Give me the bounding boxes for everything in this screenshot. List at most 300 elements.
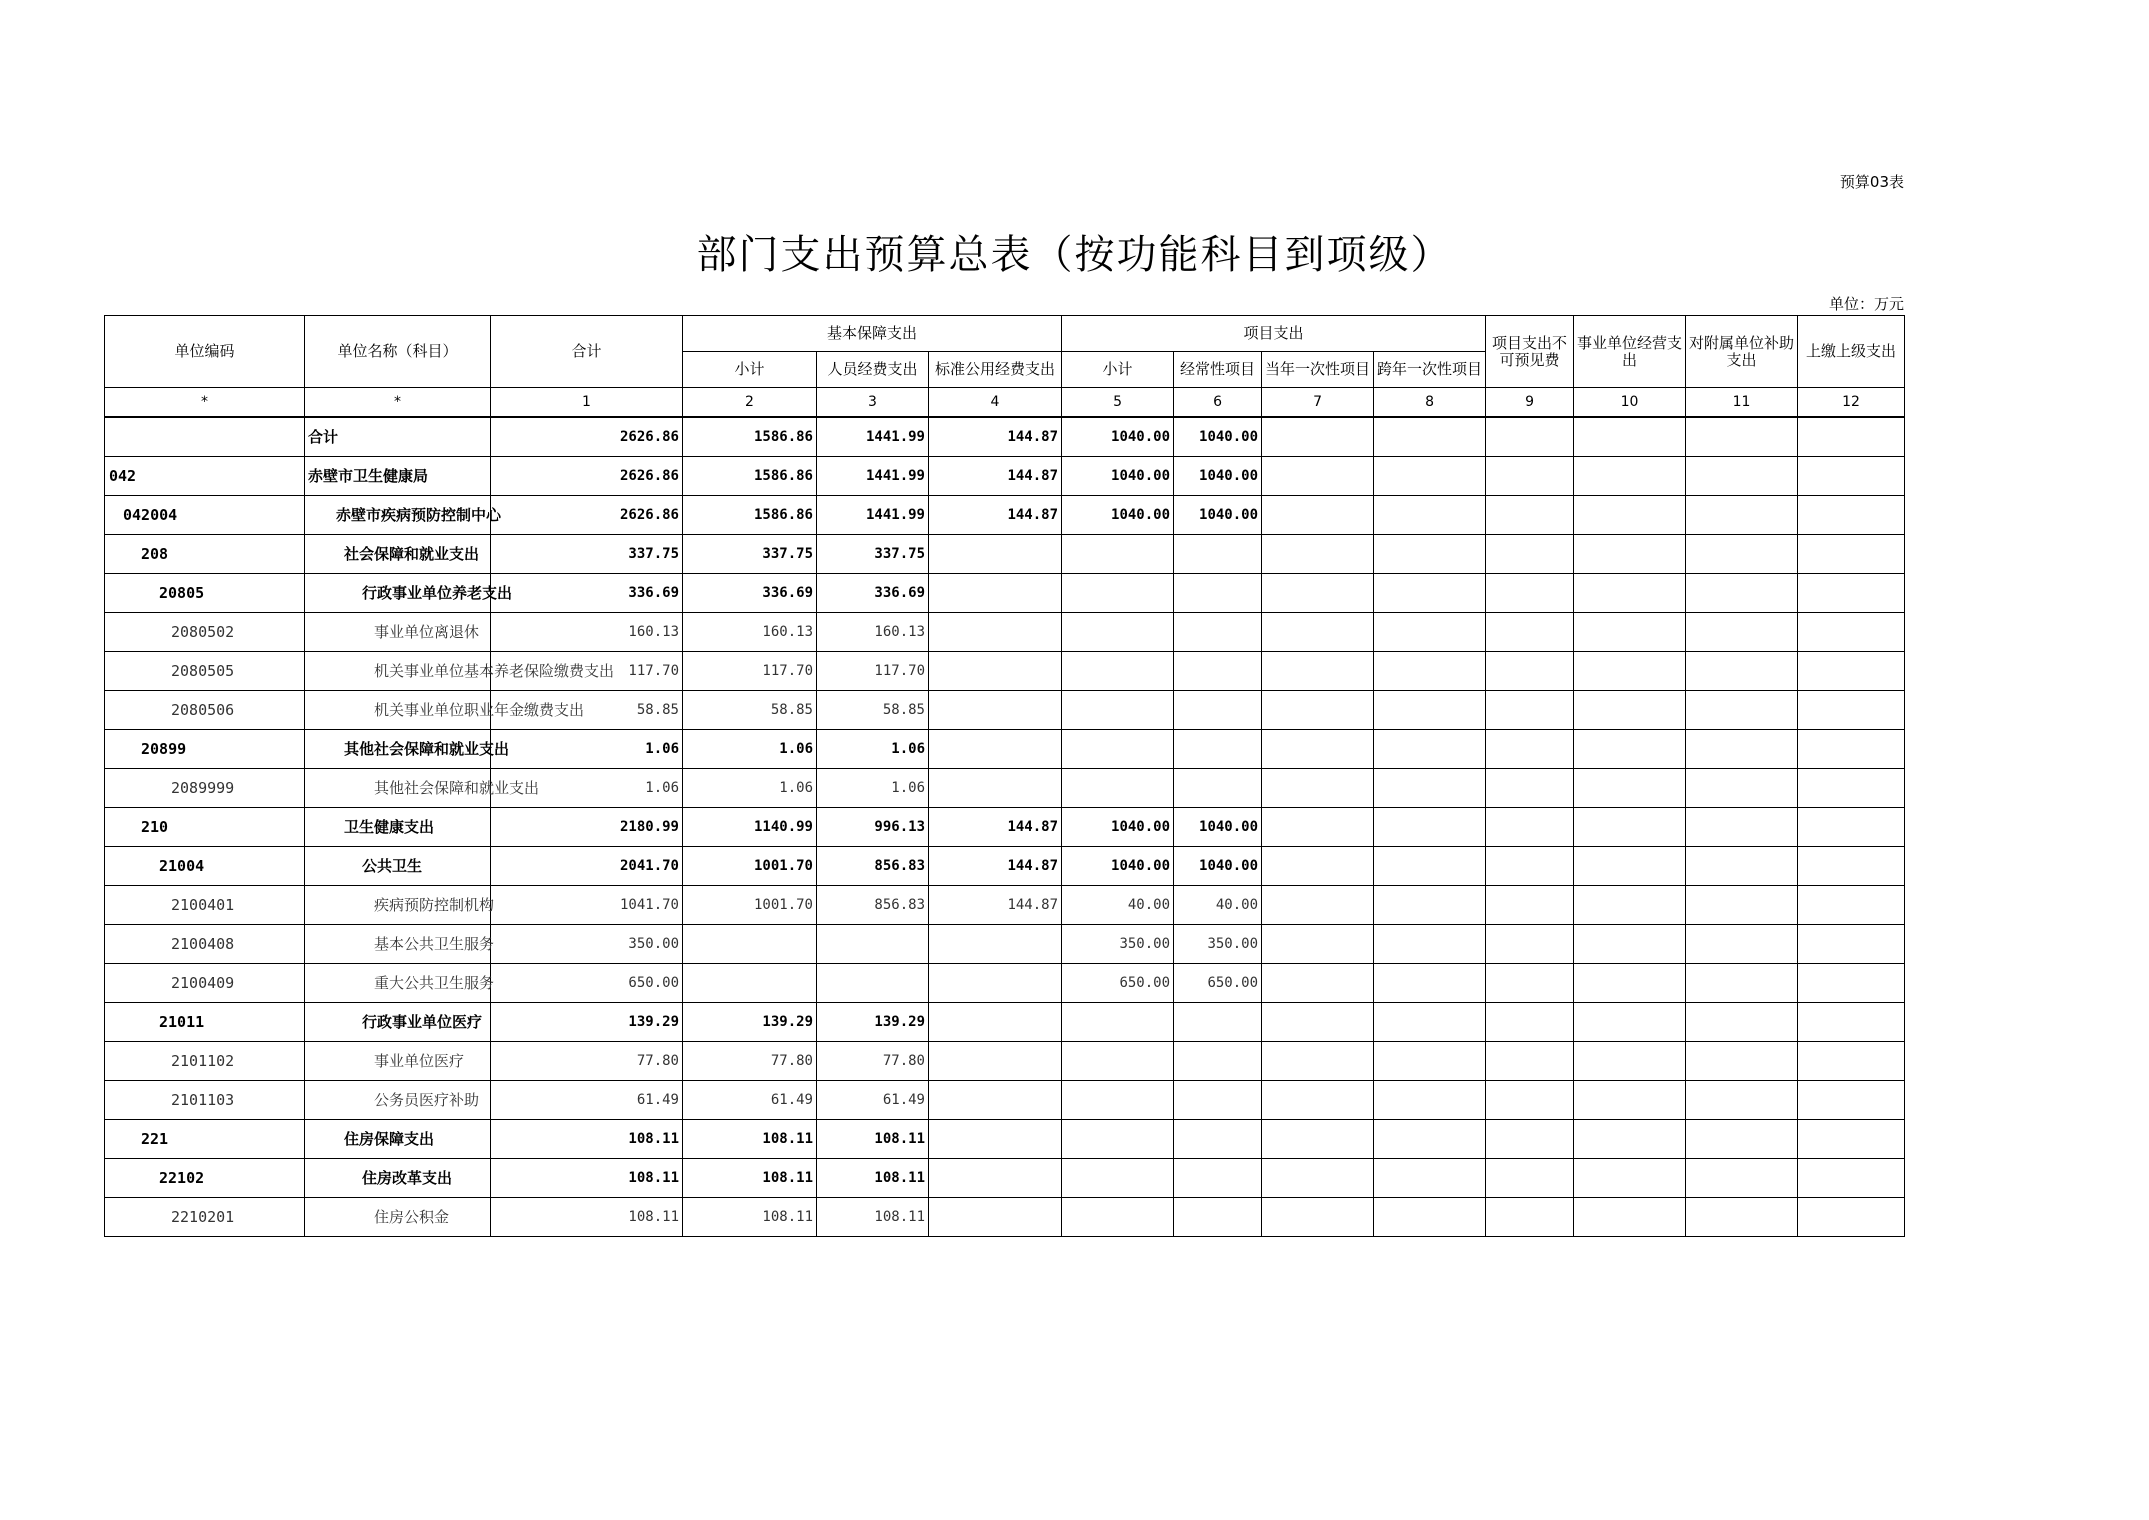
- header-basic-public: 标准公用经费支出: [929, 352, 1062, 388]
- basic-sub-cell: 139.29: [683, 1003, 817, 1042]
- project-sub-cell: 650.00: [1062, 964, 1174, 1003]
- operating-cell: [1574, 535, 1686, 574]
- project-multi-cell: [1374, 574, 1486, 613]
- header-name: 单位名称（科目）: [305, 316, 491, 388]
- operating-cell: [1574, 1042, 1686, 1081]
- basic-public-cell: 144.87: [929, 847, 1062, 886]
- basic-sub-cell: 160.13: [683, 613, 817, 652]
- basic-personnel-cell: 336.69: [817, 574, 929, 613]
- table-row: [105, 1003, 1905, 1042]
- project-multi-cell: [1374, 925, 1486, 964]
- project-multi-cell: [1374, 847, 1486, 886]
- upper-cell: [1798, 535, 1905, 574]
- total-cell: 1041.70: [491, 886, 683, 925]
- operating-cell: [1574, 1081, 1686, 1120]
- index-cell: 6: [1174, 388, 1262, 418]
- header-project-recurrent: 经常性项目: [1174, 352, 1262, 388]
- basic-sub-cell: 77.80: [683, 1042, 817, 1081]
- basic-sub-cell: 1586.86: [683, 496, 817, 535]
- total-cell: 1.06: [491, 730, 683, 769]
- basic-sub-cell: 1586.86: [683, 417, 817, 457]
- basic-personnel-cell: 996.13: [817, 808, 929, 847]
- code-cell: 2080506: [105, 691, 305, 730]
- table-row: [105, 574, 1905, 613]
- total-cell: 58.85: [491, 691, 683, 730]
- subsidy-cell: [1686, 847, 1798, 886]
- header-project-once-multi: 跨年一次性项目: [1374, 352, 1486, 388]
- table-row: [105, 925, 1905, 964]
- project-once-cell: [1262, 652, 1374, 691]
- unforeseen-cell: [1486, 574, 1574, 613]
- upper-cell: [1798, 1003, 1905, 1042]
- basic-public-cell: [929, 769, 1062, 808]
- basic-personnel-cell: 1441.99: [817, 457, 929, 496]
- basic-sub-cell: 108.11: [683, 1159, 817, 1198]
- upper-cell: [1798, 847, 1905, 886]
- project-multi-cell: [1374, 457, 1486, 496]
- index-row: [105, 388, 1905, 418]
- project-once-cell: [1262, 886, 1374, 925]
- basic-sub-cell: [683, 964, 817, 1003]
- name-cell: 住房公积金: [305, 1198, 491, 1237]
- table-row: [105, 457, 1905, 496]
- unforeseen-cell: [1486, 808, 1574, 847]
- total-cell: 160.13: [491, 613, 683, 652]
- operating-cell: [1574, 417, 1686, 457]
- basic-personnel-cell: 108.11: [817, 1159, 929, 1198]
- basic-sub-cell: 1.06: [683, 730, 817, 769]
- project-recurrent-cell: [1174, 574, 1262, 613]
- table-row: [105, 652, 1905, 691]
- operating-cell: [1574, 613, 1686, 652]
- upper-cell: [1798, 457, 1905, 496]
- subsidy-cell: [1686, 769, 1798, 808]
- table-row: [105, 808, 1905, 847]
- operating-cell: [1574, 886, 1686, 925]
- table-row: [105, 1198, 1905, 1237]
- basic-sub-cell: 1586.86: [683, 457, 817, 496]
- project-once-cell: [1262, 1120, 1374, 1159]
- project-recurrent-cell: [1174, 652, 1262, 691]
- operating-cell: [1574, 1003, 1686, 1042]
- basic-personnel-cell: 58.85: [817, 691, 929, 730]
- index-cell: *: [105, 388, 305, 418]
- name-cell: 基本公共卫生服务: [305, 925, 491, 964]
- code-cell: 2210201: [105, 1198, 305, 1237]
- basic-personnel-cell: 108.11: [817, 1120, 929, 1159]
- unforeseen-cell: [1486, 1120, 1574, 1159]
- code-cell: 042: [105, 457, 305, 496]
- project-sub-cell: [1062, 652, 1174, 691]
- unforeseen-cell: [1486, 691, 1574, 730]
- name-cell: 公共卫生: [305, 847, 491, 886]
- unforeseen-cell: [1486, 964, 1574, 1003]
- basic-public-cell: [929, 613, 1062, 652]
- basic-personnel-cell: 856.83: [817, 886, 929, 925]
- table-row: [105, 1081, 1905, 1120]
- name-cell: 住房改革支出: [305, 1159, 491, 1198]
- project-once-cell: [1262, 964, 1374, 1003]
- table-row: [105, 769, 1905, 808]
- project-recurrent-cell: 1040.00: [1174, 457, 1262, 496]
- code-cell: 20899: [105, 730, 305, 769]
- project-recurrent-cell: 1040.00: [1174, 496, 1262, 535]
- name-cell: 合计: [305, 417, 491, 457]
- upper-cell: [1798, 730, 1905, 769]
- subsidy-cell: [1686, 691, 1798, 730]
- subsidy-cell: [1686, 1042, 1798, 1081]
- table-body: [105, 417, 1905, 1237]
- basic-personnel-cell: 1441.99: [817, 417, 929, 457]
- project-multi-cell: [1374, 417, 1486, 457]
- basic-public-cell: 144.87: [929, 457, 1062, 496]
- basic-public-cell: 144.87: [929, 886, 1062, 925]
- upper-cell: [1798, 613, 1905, 652]
- project-sub-cell: [1062, 1198, 1174, 1237]
- basic-personnel-cell: [817, 964, 929, 1003]
- project-once-cell: [1262, 535, 1374, 574]
- name-cell: 事业单位医疗: [305, 1042, 491, 1081]
- unforeseen-cell: [1486, 496, 1574, 535]
- project-recurrent-cell: [1174, 730, 1262, 769]
- header-basic-sub: 小计: [683, 352, 817, 388]
- project-multi-cell: [1374, 691, 1486, 730]
- index-cell: 9: [1486, 388, 1574, 418]
- basic-sub-cell: 61.49: [683, 1081, 817, 1120]
- index-cell: 12: [1798, 388, 1905, 418]
- basic-public-cell: [929, 730, 1062, 769]
- project-sub-cell: [1062, 730, 1174, 769]
- unforeseen-cell: [1486, 535, 1574, 574]
- table-row: [105, 886, 1905, 925]
- project-sub-cell: [1062, 769, 1174, 808]
- operating-cell: [1574, 808, 1686, 847]
- project-once-cell: [1262, 1081, 1374, 1120]
- table-row: [105, 1120, 1905, 1159]
- name-cell: 机关事业单位基本养老保险缴费支出: [305, 652, 491, 691]
- project-once-cell: [1262, 769, 1374, 808]
- header-code: 单位编码: [105, 316, 305, 388]
- project-recurrent-cell: [1174, 1198, 1262, 1237]
- page-title: 部门支出预算总表（按功能科目到项级）: [696, 232, 1453, 278]
- project-sub-cell: [1062, 1159, 1174, 1198]
- project-sub-cell: 1040.00: [1062, 847, 1174, 886]
- subsidy-cell: [1686, 457, 1798, 496]
- table-header: [105, 316, 1905, 418]
- code-cell: 2080505: [105, 652, 305, 691]
- operating-cell: [1574, 457, 1686, 496]
- unforeseen-cell: [1486, 925, 1574, 964]
- total-cell: 61.49: [491, 1081, 683, 1120]
- basic-personnel-cell: 77.80: [817, 1042, 929, 1081]
- project-once-cell: [1262, 613, 1374, 652]
- index-cell: 3: [817, 388, 929, 418]
- table-row: [105, 535, 1905, 574]
- project-recurrent-cell: [1174, 769, 1262, 808]
- basic-public-cell: 144.87: [929, 808, 1062, 847]
- code-cell: 210: [105, 808, 305, 847]
- header-total: 合计: [491, 316, 683, 388]
- code-cell: 2080502: [105, 613, 305, 652]
- subsidy-cell: [1686, 1081, 1798, 1120]
- basic-public-cell: [929, 1081, 1062, 1120]
- name-cell: 赤壁市疾病预防控制中心: [305, 496, 491, 535]
- project-once-cell: [1262, 574, 1374, 613]
- project-recurrent-cell: 40.00: [1174, 886, 1262, 925]
- unit-label: 单位：万元: [1828, 295, 1904, 313]
- basic-sub-cell: 108.11: [683, 1198, 817, 1237]
- project-multi-cell: [1374, 1159, 1486, 1198]
- table-row: [105, 1042, 1905, 1081]
- basic-personnel-cell: 1.06: [817, 730, 929, 769]
- project-multi-cell: [1374, 496, 1486, 535]
- basic-sub-cell: 337.75: [683, 535, 817, 574]
- operating-cell: [1574, 1159, 1686, 1198]
- unforeseen-cell: [1486, 769, 1574, 808]
- unforeseen-cell: [1486, 652, 1574, 691]
- name-cell: 公务员医疗补助: [305, 1081, 491, 1120]
- basic-personnel-cell: 108.11: [817, 1198, 929, 1237]
- basic-sub-cell: [683, 925, 817, 964]
- project-once-cell: [1262, 730, 1374, 769]
- table-row: [105, 964, 1905, 1003]
- table-row: [105, 496, 1905, 535]
- unforeseen-cell: [1486, 1042, 1574, 1081]
- header-project-once-current: 当年一次性项目: [1262, 352, 1374, 388]
- subsidy-cell: [1686, 964, 1798, 1003]
- name-cell: 社会保障和就业支出: [305, 535, 491, 574]
- upper-cell: [1798, 808, 1905, 847]
- basic-public-cell: [929, 1042, 1062, 1081]
- subsidy-cell: [1686, 535, 1798, 574]
- project-once-cell: [1262, 847, 1374, 886]
- upper-cell: [1798, 964, 1905, 1003]
- index-cell: 8: [1374, 388, 1486, 418]
- basic-personnel-cell: 337.75: [817, 535, 929, 574]
- upper-cell: [1798, 769, 1905, 808]
- header-subsidy: 对附属单位补助支出: [1686, 316, 1798, 388]
- unforeseen-cell: [1486, 730, 1574, 769]
- table-row: [105, 691, 1905, 730]
- project-sub-cell: [1062, 1003, 1174, 1042]
- table-row: [105, 730, 1905, 769]
- upper-cell: [1798, 886, 1905, 925]
- name-cell: 重大公共卫生服务: [305, 964, 491, 1003]
- basic-personnel-cell: 856.83: [817, 847, 929, 886]
- upper-cell: [1798, 691, 1905, 730]
- project-recurrent-cell: [1174, 1120, 1262, 1159]
- subsidy-cell: [1686, 574, 1798, 613]
- operating-cell: [1574, 964, 1686, 1003]
- subsidy-cell: [1686, 730, 1798, 769]
- subsidy-cell: [1686, 1198, 1798, 1237]
- operating-cell: [1574, 574, 1686, 613]
- basic-public-cell: 144.87: [929, 417, 1062, 457]
- project-multi-cell: [1374, 964, 1486, 1003]
- basic-public-cell: [929, 1159, 1062, 1198]
- basic-public-cell: 144.87: [929, 496, 1062, 535]
- project-multi-cell: [1374, 1081, 1486, 1120]
- project-sub-cell: [1062, 1081, 1174, 1120]
- name-cell: 卫生健康支出: [305, 808, 491, 847]
- unforeseen-cell: [1486, 886, 1574, 925]
- code-cell: 042004: [105, 496, 305, 535]
- code-cell: 22102: [105, 1159, 305, 1198]
- index-cell: *: [305, 388, 491, 418]
- basic-personnel-cell: 1441.99: [817, 496, 929, 535]
- upper-cell: [1798, 574, 1905, 613]
- name-cell: 疾病预防控制机构: [305, 886, 491, 925]
- name-cell: 住房保障支出: [305, 1120, 491, 1159]
- name-cell: 事业单位离退休: [305, 613, 491, 652]
- total-cell: 1.06: [491, 769, 683, 808]
- project-sub-cell: [1062, 691, 1174, 730]
- unforeseen-cell: [1486, 1003, 1574, 1042]
- header-basic-personnel: 人员经费支出: [817, 352, 929, 388]
- total-cell: 350.00: [491, 925, 683, 964]
- operating-cell: [1574, 652, 1686, 691]
- project-recurrent-cell: [1174, 1081, 1262, 1120]
- project-sub-cell: 1040.00: [1062, 417, 1174, 457]
- project-multi-cell: [1374, 1120, 1486, 1159]
- index-cell: 4: [929, 388, 1062, 418]
- project-multi-cell: [1374, 1198, 1486, 1237]
- upper-cell: [1798, 496, 1905, 535]
- upper-cell: [1798, 652, 1905, 691]
- project-recurrent-cell: [1174, 691, 1262, 730]
- operating-cell: [1574, 1198, 1686, 1237]
- total-cell: 117.70: [491, 652, 683, 691]
- project-once-cell: [1262, 1003, 1374, 1042]
- project-sub-cell: 40.00: [1062, 886, 1174, 925]
- subsidy-cell: [1686, 1003, 1798, 1042]
- upper-cell: [1798, 1159, 1905, 1198]
- basic-public-cell: [929, 535, 1062, 574]
- project-recurrent-cell: 1040.00: [1174, 417, 1262, 457]
- project-sub-cell: [1062, 613, 1174, 652]
- total-cell: 108.11: [491, 1159, 683, 1198]
- project-sub-cell: [1062, 1042, 1174, 1081]
- code-cell: [105, 417, 305, 457]
- total-cell: 77.80: [491, 1042, 683, 1081]
- budget-table: [104, 315, 1905, 1237]
- operating-cell: [1574, 769, 1686, 808]
- project-once-cell: [1262, 1042, 1374, 1081]
- basic-personnel-cell: 160.13: [817, 613, 929, 652]
- project-sub-cell: [1062, 535, 1174, 574]
- total-cell: 2180.99: [491, 808, 683, 847]
- project-multi-cell: [1374, 886, 1486, 925]
- upper-cell: [1798, 1081, 1905, 1120]
- basic-public-cell: [929, 1198, 1062, 1237]
- basic-public-cell: [929, 652, 1062, 691]
- table-row: [105, 847, 1905, 886]
- project-multi-cell: [1374, 652, 1486, 691]
- project-multi-cell: [1374, 1003, 1486, 1042]
- index-cell: 2: [683, 388, 817, 418]
- basic-personnel-cell: 61.49: [817, 1081, 929, 1120]
- basic-personnel-cell: 139.29: [817, 1003, 929, 1042]
- unforeseen-cell: [1486, 1081, 1574, 1120]
- table-row: [105, 417, 1905, 457]
- total-cell: 139.29: [491, 1003, 683, 1042]
- project-recurrent-cell: [1174, 535, 1262, 574]
- basic-sub-cell: 1001.70: [683, 847, 817, 886]
- subsidy-cell: [1686, 417, 1798, 457]
- code-cell: 21011: [105, 1003, 305, 1042]
- project-multi-cell: [1374, 730, 1486, 769]
- project-recurrent-cell: 1040.00: [1174, 847, 1262, 886]
- basic-sub-cell: 1140.99: [683, 808, 817, 847]
- project-sub-cell: 350.00: [1062, 925, 1174, 964]
- project-once-cell: [1262, 496, 1374, 535]
- unforeseen-cell: [1486, 1159, 1574, 1198]
- basic-personnel-cell: [817, 925, 929, 964]
- name-cell: 赤壁市卫生健康局: [305, 457, 491, 496]
- project-sub-cell: 1040.00: [1062, 457, 1174, 496]
- total-cell: 650.00: [491, 964, 683, 1003]
- operating-cell: [1574, 847, 1686, 886]
- code-cell: 2100401: [105, 886, 305, 925]
- table-row: [105, 613, 1905, 652]
- unforeseen-cell: [1486, 613, 1574, 652]
- basic-public-cell: [929, 925, 1062, 964]
- code-cell: 2101102: [105, 1042, 305, 1081]
- code-cell: 221: [105, 1120, 305, 1159]
- index-cell: 1: [491, 388, 683, 418]
- basic-public-cell: [929, 1003, 1062, 1042]
- project-once-cell: [1262, 808, 1374, 847]
- basic-personnel-cell: 117.70: [817, 652, 929, 691]
- subsidy-cell: [1686, 496, 1798, 535]
- project-recurrent-cell: [1174, 613, 1262, 652]
- project-recurrent-cell: [1174, 1003, 1262, 1042]
- total-cell: 2626.86: [491, 457, 683, 496]
- basic-sub-cell: 336.69: [683, 574, 817, 613]
- project-multi-cell: [1374, 769, 1486, 808]
- code-cell: 2100408: [105, 925, 305, 964]
- code-cell: 21004: [105, 847, 305, 886]
- basic-public-cell: [929, 574, 1062, 613]
- name-cell: 行政事业单位养老支出: [305, 574, 491, 613]
- project-recurrent-cell: 650.00: [1174, 964, 1262, 1003]
- project-multi-cell: [1374, 808, 1486, 847]
- table-row: [105, 1159, 1905, 1198]
- basic-personnel-cell: 1.06: [817, 769, 929, 808]
- upper-cell: [1798, 925, 1905, 964]
- header-project: 项目支出: [1062, 316, 1486, 352]
- header-unforeseen: 项目支出不可预见费: [1486, 316, 1574, 388]
- total-cell: 2626.86: [491, 417, 683, 457]
- project-sub-cell: 1040.00: [1062, 808, 1174, 847]
- operating-cell: [1574, 730, 1686, 769]
- unforeseen-cell: [1486, 847, 1574, 886]
- total-cell: 108.11: [491, 1198, 683, 1237]
- header-basic: 基本保障支出: [683, 316, 1062, 352]
- project-recurrent-cell: [1174, 1159, 1262, 1198]
- subsidy-cell: [1686, 808, 1798, 847]
- code-cell: 208: [105, 535, 305, 574]
- basic-public-cell: [929, 964, 1062, 1003]
- operating-cell: [1574, 1120, 1686, 1159]
- subsidy-cell: [1686, 1159, 1798, 1198]
- code-cell: 2100409: [105, 964, 305, 1003]
- project-multi-cell: [1374, 1042, 1486, 1081]
- header-operating: 事业单位经营支出: [1574, 316, 1686, 388]
- subsidy-cell: [1686, 886, 1798, 925]
- project-sub-cell: 1040.00: [1062, 496, 1174, 535]
- total-cell: 2041.70: [491, 847, 683, 886]
